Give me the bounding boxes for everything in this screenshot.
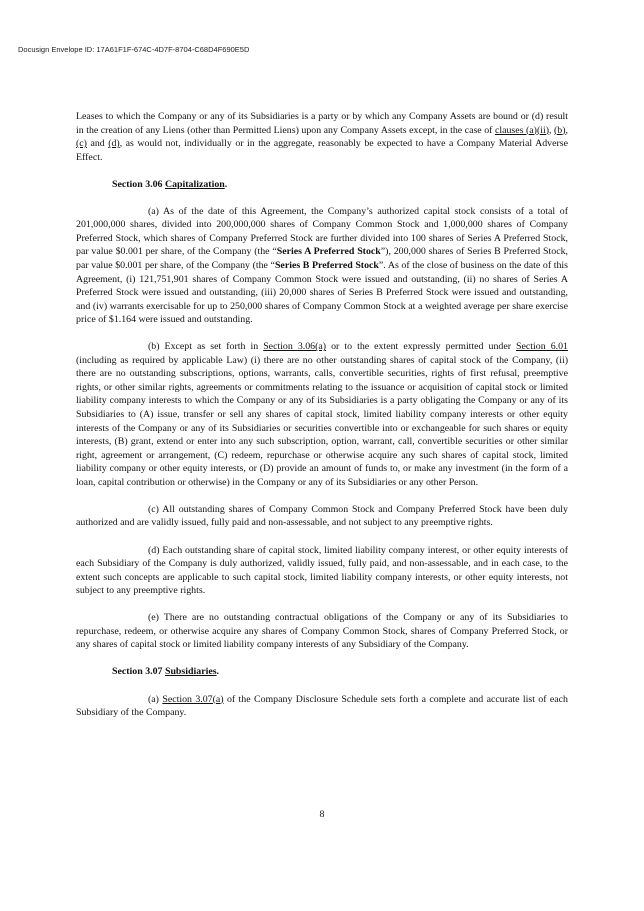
paragraph-3-06-e <box>76 611 568 652</box>
text: of the Company Disclosure Schedule sets forth a complete and accurate list of each Subsidiary of the Company. <box>76 693 568 719</box>
defined-term-series-b: Series B Preferred Stock <box>274 260 379 272</box>
text: (d) Each outstanding share of capital stock, limited liability company interest, or other equity interests of each Subsidiary of the Company is duly authorized, validly issued, fully paid, and non-assessable, and in each case, to the extent such concepts are applicable to such capital stock, limited liability company interests, or other equity interests, not subject to any preemptive rights. <box>76 544 568 597</box>
section-title: Subsidiaries <box>164 666 217 678</box>
section-3-07-heading <box>76 665 568 679</box>
text: (a) As of the date of this Agreement, the Company’s authorized capital stock consists of a total of 201,000,000 shares, divided into 200,000,000 shares of Company Common Stock and 1,000,000 shares of Company Preferred Stock, which shares of Company Preferred Stock are further divided into 100 shares of Series A Preferred Stock, par value $0.001 per share, of the Company (the “ <box>76 205 568 258</box>
text: Leases to which the Company or any of its Subsidiaries is a party or by which any Company Assets are bound or (d) result in the creation of any Liens (other than Permitted Liens) upon any Company Assets except, in the case of <box>76 111 568 136</box>
section-period: . <box>224 178 228 190</box>
section-number: Section 3.07 <box>112 666 165 678</box>
text: , as would not, individually or in the aggregate, reasonably be expected to have a Company Material Adverse Effect. <box>76 138 569 163</box>
clause-ref-d: (d) <box>108 138 120 150</box>
paragraph-3-06-c <box>76 503 568 530</box>
paragraph-3-07-a <box>76 693 568 720</box>
cross-ref-3-07-a: Section 3.07(a) <box>162 693 224 705</box>
section-title: Capitalization <box>164 178 225 190</box>
text: , <box>565 124 568 136</box>
clause-ref-c: (c) <box>76 138 87 150</box>
paragraph-3-06-a <box>76 205 568 327</box>
docusign-envelope-id: Docusign Envelope ID: 17A61F1F-674C-4D7F-8704-C68D4F690E5D <box>18 45 250 54</box>
clause-ref-b: (b) <box>554 124 566 136</box>
cross-ref-6-01: Section 6.01 <box>516 341 568 353</box>
text: ”), 200,000 shares of Series B Preferred Stock, par value $0.001 per share, of the Company (the “ <box>76 246 568 272</box>
paragraph-3-06-d <box>76 544 568 598</box>
text: and <box>86 138 109 150</box>
clause-ref-a-ii: clauses (a)(ii) <box>494 124 550 136</box>
section-3-06-heading <box>76 178 568 192</box>
paragraph-3-06-b <box>76 340 568 489</box>
document-body <box>76 110 568 720</box>
text: (e) There are no outstanding contractual obligations of the Company or any of its Subsidiaries to repurchase, redeem, or otherwise acquire any shares of Company Common Stock, shares of Company Preferred Stock, or any shares of capital stock or limited liability company interests of any Subsidiary of the Company. <box>76 612 568 651</box>
text: (c) All outstanding shares of Company Common Stock and Company Preferred Stock have been duly authorized and are validly issued, fully paid and non-assessable, and not subject to any preemptive rights. <box>76 503 568 529</box>
page-number: 8 <box>319 809 325 820</box>
cross-ref-3-06-a: Section 3.06(a) <box>263 341 327 353</box>
section-period: . <box>216 666 220 678</box>
section-number: Section 3.06 <box>112 178 165 190</box>
text: , <box>549 124 555 136</box>
text: or to the extent expressly permitted under <box>326 341 517 353</box>
paragraph-leases <box>76 110 568 164</box>
text: (b) Except as set forth in <box>148 341 264 353</box>
text: (including as required by applicable Law) (i) there are no other outstanding shares of capital stock of the Company, (ii) there are no outstanding subscriptions, options, warrants, calls, convertible securities, rights of first refusal, preemptive rights, or other similar rights, agreements or commitments relating to the issuance or acquisition of capital stock or limited liability company interests to which the Company or any of its Subsidiaries is a party obligating the Company or any of its Subsidiaries to (A) issue, transfer or sell any shares of capital stock, limited liability company interests or other equity interests of the Company or any of its Subsidiaries or securities convertible into or exchangeable for such shares or equity interests, (B) grant, extend or enter into any such subscription, option, warrant, call, convertible securities or other similar right, agreement or arrangement, (C) redeem, repurchase or otherwise acquire any such shares of capital stock, limited liability company or other equity interests, or (D) provide an amount of funds to, or make any investment (in the form of a loan, capital contribution or otherwise) in the Company or any of its Subsidiaries or any other Person. <box>76 354 568 488</box>
text: (a) <box>148 693 163 705</box>
defined-term-series-a: Series A Preferred Stock <box>276 246 381 258</box>
text: ”. As of the close of business on the date of this Agreement, (i) 121,751,901 shares of Company Common Stock were issued and outstanding, (ii) no shares of Series A Preferred Stock were issued and outstanding, (iii) 20,000 shares of Series B Preferred Stock were issued and outstanding, and (iv) warrants exercisable for up to 250,000 shares of Company Common Stock at a weighted average per share exercise price of $1.164 were issued and outstanding. <box>76 260 568 326</box>
